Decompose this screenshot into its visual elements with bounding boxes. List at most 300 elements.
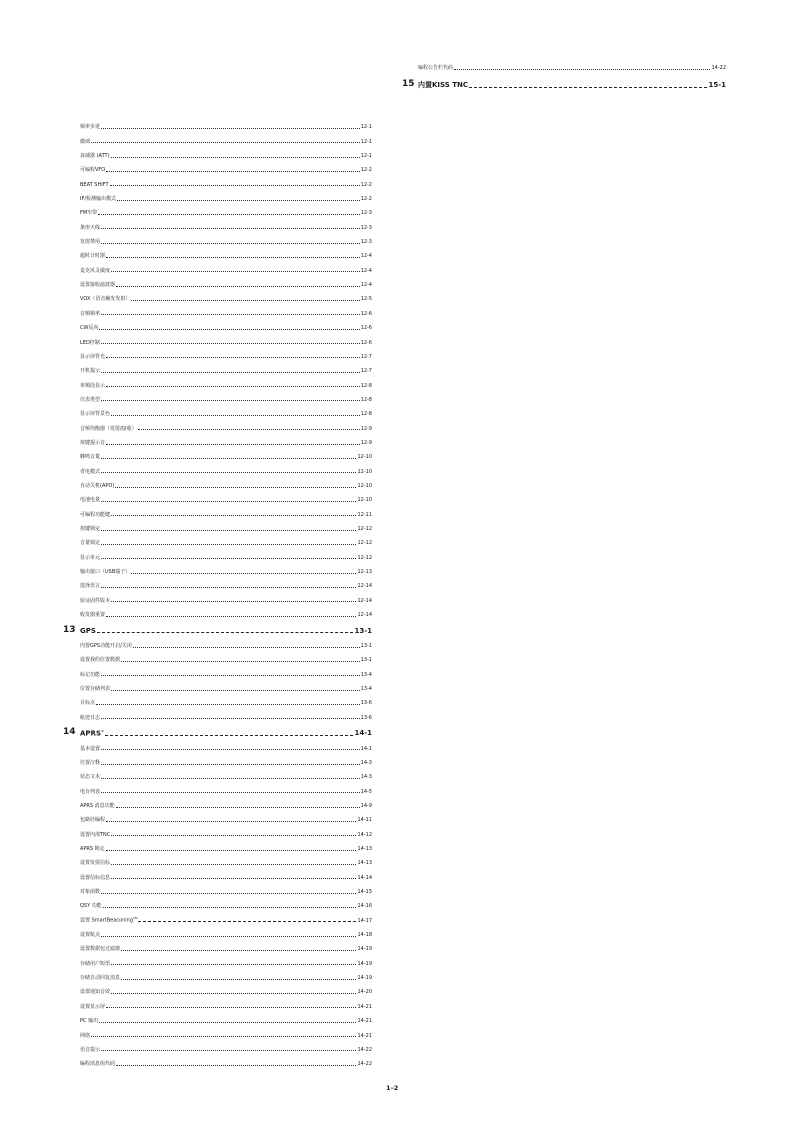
toc-entry-row[interactable] <box>80 895 372 909</box>
toc-entry-label-text: 收发器重置 <box>80 612 106 619</box>
toc-entry-row[interactable] <box>80 360 372 374</box>
toc-entry-label-text: 条形天线 <box>80 224 101 231</box>
toc-entry-row[interactable] <box>80 575 372 589</box>
toc-entry-row[interactable] <box>80 967 372 981</box>
toc-entry-row[interactable] <box>80 475 372 489</box>
toc-entry-row[interactable] <box>80 838 372 852</box>
toc-entry-label-text: 电池电量 <box>80 497 101 504</box>
toc-entry-label-text: 设置接收滤波器 <box>80 282 116 289</box>
toc-entry-label <box>80 747 100 752</box>
toc-entry-row[interactable] <box>80 231 372 245</box>
toc-entry-row[interactable] <box>80 302 372 316</box>
toc-entry-row[interactable] <box>80 561 372 575</box>
leader-dots <box>116 1065 356 1066</box>
toc-entry-label-text: QSY 功能 <box>80 903 102 910</box>
chapter-number: 13 <box>63 624 76 635</box>
toc-entry-row[interactable] <box>80 737 372 751</box>
toc-page-number: 12-4 <box>360 267 372 274</box>
toc-entry-label <box>80 847 105 852</box>
leader-dots <box>111 835 356 836</box>
toc-page-number: 12-8 <box>360 411 372 418</box>
toc-page-number: 12-2 <box>360 181 372 188</box>
toc-entry-row[interactable] <box>80 795 372 809</box>
toc-entry-label <box>80 933 100 938</box>
toc-entry-label-text: 编程公告栏代码 <box>418 65 454 72</box>
leader-dots <box>106 386 360 387</box>
leader-dots <box>106 821 356 822</box>
toc-entry-label <box>80 125 100 130</box>
toc-page-number: 12-1 <box>360 124 372 131</box>
toc-page-number: 14-18 <box>357 932 372 939</box>
toc-entry-label-text: 微调 <box>80 138 91 145</box>
toc-entry-row[interactable] <box>80 1010 372 1024</box>
toc-entry-label-text: 编程消息组代码 <box>80 1061 116 1068</box>
toc-entry-row[interactable] <box>80 766 372 780</box>
toc-entry-row[interactable] <box>80 752 372 766</box>
toc-left-column <box>63 116 372 1068</box>
toc-entry-label <box>80 269 110 274</box>
toc-entry-label-text: 输出接口（USB端子） <box>80 569 131 575</box>
toc-entry-label <box>80 556 100 561</box>
toc-page-number: 12-14 <box>357 612 372 619</box>
leader-dots <box>106 616 356 617</box>
toc-page-number: 14-22 <box>357 1046 372 1053</box>
toc-entry-row[interactable] <box>80 663 372 677</box>
toc-entry-label <box>80 369 100 374</box>
toc-page-number: 12-1 <box>360 153 372 160</box>
leader-dots <box>101 936 356 937</box>
leader-dots <box>111 864 356 865</box>
toc-page-number: 12-3 <box>360 210 372 217</box>
toc-entry-row[interactable] <box>80 1024 372 1038</box>
leader-dots <box>111 271 360 272</box>
toc-page-number: 12-3 <box>360 224 372 231</box>
toc-page-number: 13-1 <box>354 626 372 635</box>
toc-page-number: 14-19 <box>357 975 372 982</box>
toc-entry-label <box>80 355 105 360</box>
leader-dots <box>111 415 360 416</box>
toc-page-number: 12-9 <box>360 439 372 446</box>
toc-entry-label-text: 自动关机(APO) <box>80 482 115 489</box>
leader-dots <box>103 907 357 908</box>
toc-page-number: 12-6 <box>360 310 372 317</box>
toc-entry-row[interactable] <box>80 116 372 130</box>
toc-entry-label-text: 衰减器 (ATT) <box>80 153 110 160</box>
toc-entry-row[interactable] <box>80 909 372 923</box>
toc-page-number: 14-21 <box>357 1032 372 1039</box>
toc-page-number: 14-22 <box>357 1061 372 1068</box>
toc-entry-row[interactable] <box>80 173 372 187</box>
leader-dots <box>101 243 360 244</box>
toc-entry-row[interactable] <box>80 389 372 403</box>
leader-dots <box>106 850 357 851</box>
trademark-mark: TM <box>133 916 138 921</box>
toc-entry-label <box>80 197 116 202</box>
leader-dots <box>101 587 356 588</box>
chapter-number: 15 <box>402 79 415 90</box>
toc-entry-label <box>80 658 120 663</box>
toc-page-number: 12-9 <box>360 425 372 432</box>
toc-chapter-row[interactable] <box>63 721 372 738</box>
toc-entry-label-text: 显示屏背光 <box>80 353 106 360</box>
toc-entry-label <box>80 613 105 618</box>
leader-dots <box>101 764 360 765</box>
toc-entry-label <box>80 790 100 795</box>
toc-entry-label <box>80 455 100 460</box>
toc-entry-label-text: 可编程VFO <box>80 167 106 174</box>
leader-dots <box>111 690 360 691</box>
toc-page-number: 14-1 <box>354 729 372 738</box>
toc-entry-label <box>80 168 105 173</box>
toc-page-number: 12-10 <box>357 468 372 475</box>
toc-page-number: 12-12 <box>357 540 372 547</box>
toc-entry-row[interactable] <box>80 604 372 618</box>
toc-entry-label-text: 语音提示 <box>80 1046 101 1053</box>
leader-dots <box>101 472 356 473</box>
toc-entry-label-text: 对象函数 <box>80 889 101 896</box>
toc-entry-row[interactable] <box>80 331 372 345</box>
toc-page-number: 12-10 <box>357 482 372 489</box>
toc-entry-label <box>80 673 100 678</box>
toc-page-number: 14-17 <box>357 917 372 924</box>
toc-page-number: 14-9 <box>360 803 372 809</box>
toc-entry-row[interactable] <box>80 503 372 517</box>
toc-entry-row[interactable] <box>80 188 372 202</box>
toc-page-number: 14-12 <box>357 831 372 838</box>
leader-dots <box>106 257 360 258</box>
toc-entry-row[interactable] <box>80 881 372 895</box>
toc-entry-label-text: 选择语言 <box>80 583 101 590</box>
leader-dots <box>106 357 360 358</box>
leader-dots <box>111 964 356 965</box>
toc-entry-label-text: 蜂鸣音量 <box>80 454 101 461</box>
toc-page-number: 14-21 <box>357 1003 372 1010</box>
toc-entry-row[interactable] <box>80 460 372 474</box>
toc-entry-label-text: 状态文本 <box>80 774 101 781</box>
toc-entry-row[interactable] <box>80 403 372 417</box>
toc-page-number: 12-6 <box>360 339 372 346</box>
toc-entry-label <box>80 861 110 866</box>
toc-entry-label <box>80 541 100 546</box>
toc-entry-label-text: 网络 <box>80 1032 91 1039</box>
trademark-mark: ® <box>100 728 104 733</box>
toc-page-number: 12-4 <box>360 282 372 289</box>
toc-page-number: 14-20 <box>357 989 372 996</box>
toc-page-number: 12-2 <box>360 196 372 203</box>
toc-entry-label-text: 验证固件版本 <box>80 597 111 604</box>
toc-entry-label <box>80 398 100 403</box>
toc-entry-label <box>80 427 137 432</box>
leader-dots <box>121 950 356 951</box>
toc-entry-row[interactable] <box>80 866 372 880</box>
toc-entry-row[interactable] <box>80 374 372 388</box>
toc-entry-row[interactable] <box>80 995 372 1009</box>
toc-page-number: 12-12 <box>357 525 372 532</box>
toc-entry-row[interactable] <box>80 159 372 173</box>
toc-page-number: 14-19 <box>357 946 372 953</box>
toc-page-number: 13-4 <box>360 686 372 692</box>
leader-dots <box>101 400 360 401</box>
toc-entry-row[interactable] <box>80 1039 372 1053</box>
toc-entry-label-text: 设置内部TNC <box>80 831 111 838</box>
toc-entry-row[interactable] <box>418 57 726 71</box>
toc-page-number: 12-5 <box>360 296 372 303</box>
leader-dots <box>111 157 360 158</box>
leader-dots <box>101 792 360 793</box>
toc-entry-label-text: 设置信标信息 <box>80 874 111 881</box>
toc-entry-row[interactable] <box>80 981 372 995</box>
leader-dots <box>98 214 359 215</box>
toc-entry-row[interactable] <box>80 446 372 460</box>
leader-dots <box>105 735 353 736</box>
leader-dots <box>96 704 360 705</box>
toc-entry-row[interactable] <box>80 417 372 431</box>
toc-page-number: 12-10 <box>357 454 372 461</box>
toc-page-number: 12-14 <box>357 583 372 590</box>
leader-dots <box>454 69 710 70</box>
toc-entry-label-text: 音频频率 <box>80 310 101 317</box>
leader-dots <box>469 87 707 88</box>
toc-entry-row[interactable] <box>80 852 372 866</box>
leader-dots <box>99 1022 356 1023</box>
toc-page-number: 13-6 <box>360 700 372 707</box>
toc-entry-label <box>80 226 100 231</box>
toc-entry-label-text: 设置通知音效 <box>80 989 111 996</box>
toc-entry-label <box>418 82 468 89</box>
leader-dots <box>138 429 360 430</box>
toc-entry-label-text: 电台列表 <box>80 788 101 795</box>
toc-page-number: 13-6 <box>360 714 372 721</box>
toc-entry-label-text: LED控制 <box>80 339 100 346</box>
leader-dots <box>101 544 356 545</box>
toc-entry-label-text: BEAT SHIFT <box>80 181 109 188</box>
leader-dots <box>101 530 356 531</box>
toc-page-number: 12-12 <box>357 554 372 561</box>
leader-dots <box>131 573 356 574</box>
leader-dots <box>91 1036 356 1037</box>
toc-entry-label <box>80 890 100 895</box>
toc-entry-label-text: CW反向 <box>80 325 99 332</box>
toc-entry-row[interactable] <box>80 706 372 720</box>
toc-entry-label <box>80 761 100 766</box>
toc-entry-row[interactable] <box>80 635 372 649</box>
toc-entry-row[interactable] <box>80 130 372 144</box>
toc-entry-label <box>80 1005 105 1010</box>
toc-entry-label-text: VOX（语音触发发射） <box>80 296 131 303</box>
toc-entry-label-text: 标记功能 <box>80 671 101 678</box>
toc-entry-row[interactable] <box>80 938 372 952</box>
toc-entry-row[interactable] <box>80 145 372 159</box>
toc-entry-label <box>80 470 100 475</box>
toc-page-number: 12-6 <box>360 325 372 332</box>
toc-entry-label <box>80 599 110 604</box>
toc-entry-label <box>80 326 98 331</box>
leader-dots <box>97 632 354 633</box>
toc-entry-label <box>80 1062 115 1067</box>
leader-dots <box>106 1007 356 1008</box>
toc-entry-label <box>80 701 95 706</box>
leader-dots <box>101 749 360 750</box>
toc-right-column <box>402 57 726 90</box>
toc-page-number: 12-8 <box>360 396 372 403</box>
toc-entry-label <box>80 384 105 389</box>
leader-dots <box>101 228 360 229</box>
toc-entry-label <box>80 412 110 417</box>
toc-entry-label <box>80 775 100 780</box>
leader-dots <box>101 372 360 373</box>
toc-entry-row[interactable] <box>80 259 372 273</box>
toc-chapter-row[interactable] <box>63 618 372 635</box>
leader-dots <box>111 993 356 994</box>
toc-entry-label-text: PC 输出 <box>80 1018 99 1025</box>
leader-dots <box>101 314 360 315</box>
toc-entry-label <box>80 947 120 952</box>
toc-entry-row[interactable] <box>80 346 372 360</box>
toc-entry-label <box>80 716 100 721</box>
toc-entry-row[interactable] <box>80 952 372 966</box>
leader-dots <box>116 286 360 287</box>
toc-entry-label-text: APRS 消息功能 <box>80 803 115 809</box>
leader-dots <box>116 807 360 808</box>
toc-entry-row[interactable] <box>80 532 372 546</box>
toc-page-number: 12-7 <box>360 353 372 360</box>
toc-entry-row[interactable] <box>80 780 372 794</box>
toc-entry-row[interactable] <box>80 589 372 603</box>
toc-entry-label-text: 频率步进 <box>80 124 101 131</box>
toc-entry-row[interactable] <box>80 274 372 288</box>
toc-entry-label-text: 内置GPS功能开启/关闭 <box>80 642 132 649</box>
toc-entry-row[interactable] <box>80 518 372 532</box>
toc-entry-label <box>80 628 96 635</box>
toc-page-number: 12-4 <box>360 253 372 260</box>
toc-entry-label <box>80 570 130 575</box>
toc-page-number: 12-3 <box>360 239 372 246</box>
leader-dots <box>121 661 360 662</box>
toc-entry-label <box>80 976 120 981</box>
leader-dots <box>101 128 360 129</box>
toc-entry-label-text: 设置数据包过滤器 <box>80 946 121 953</box>
toc-entry-row[interactable] <box>80 432 372 446</box>
toc-entry-label <box>80 904 102 909</box>
toc-entry-label-text: 存储用户短语 <box>80 960 111 967</box>
toc-page-number: 14-11 <box>357 817 372 824</box>
toc-entry-label-text: 省电模式 <box>80 468 101 475</box>
toc-entry-row[interactable] <box>80 216 372 230</box>
toc-entry-label <box>80 1048 100 1053</box>
toc-entry-row[interactable] <box>80 823 372 837</box>
toc-page-number: 14-16 <box>357 903 372 910</box>
leader-dots <box>110 185 360 186</box>
toc-entry-label-text: FM窄带 <box>80 210 98 217</box>
toc-entry-label <box>80 833 110 838</box>
toc-entry-label <box>80 687 110 692</box>
toc-entry-label <box>80 990 110 995</box>
toc-page-number: 12-14 <box>357 597 372 604</box>
toc-page-number: 14-3 <box>360 774 372 781</box>
leader-dots <box>101 558 356 559</box>
toc-entry-label-text: IF/检测输出模式 <box>80 196 117 203</box>
toc-entry-label <box>80 1034 90 1039</box>
toc-page-number: 14-13 <box>357 860 372 867</box>
toc-entry-row[interactable] <box>80 546 372 560</box>
toc-entry-label-text: 内置KISS TNC <box>418 81 469 90</box>
toc-entry-label-text: 按键锁定 <box>80 525 101 532</box>
toc-entry-label-text: 设置航点 <box>80 932 101 939</box>
leader-dots <box>121 979 356 980</box>
toc-page-number: 14-21 <box>357 1018 372 1025</box>
toc-page-number: 15-1 <box>708 81 726 90</box>
toc-entry-row[interactable] <box>80 202 372 216</box>
leader-dots <box>101 1050 356 1051</box>
leader-dots <box>115 487 356 488</box>
toc-entry-label <box>80 730 104 737</box>
page-number: 1–2 <box>386 1084 399 1092</box>
toc-page-number: 14-3 <box>360 759 372 766</box>
toc-entry-label-text: 音量锁定 <box>80 540 101 547</box>
toc-entry-row[interactable] <box>80 924 372 938</box>
toc-entry-label <box>80 297 130 302</box>
leader-dots <box>101 778 360 779</box>
toc-entry-row[interactable] <box>80 649 372 663</box>
toc-entry-label <box>80 1019 98 1024</box>
toc-entry-label <box>80 211 97 216</box>
toc-entry-label-text: GPS <box>80 626 96 635</box>
chapter-number: 14 <box>63 727 76 738</box>
toc-entry-row[interactable] <box>80 1053 372 1067</box>
toc-entry-label <box>80 484 114 489</box>
leader-dots <box>133 647 360 648</box>
toc-entry-row[interactable] <box>80 288 372 302</box>
toc-entry-label-text: 按键提示音 <box>80 439 106 446</box>
toc-entry-label <box>80 240 100 245</box>
toc-entry-label-text: APRS <box>80 729 101 738</box>
toc-entry-label <box>80 876 110 881</box>
toc-entry-row[interactable] <box>80 489 372 503</box>
leader-dots <box>101 893 356 894</box>
toc-page-number: 12-1 <box>360 138 372 145</box>
toc-entry-row[interactable] <box>80 317 372 331</box>
leader-dots <box>91 142 360 143</box>
toc-entry-row[interactable] <box>80 678 372 692</box>
leader-dots <box>106 444 360 445</box>
toc-entry-row[interactable] <box>80 692 372 706</box>
leader-dots <box>117 200 360 201</box>
toc-page-number: 14-5 <box>360 788 372 795</box>
leader-dots <box>101 718 360 719</box>
leader-dots <box>101 458 356 459</box>
toc-entry-label-text: 航迹日志 <box>80 714 101 721</box>
leader-dots <box>106 171 359 172</box>
toc-page-number: 12-10 <box>357 497 372 504</box>
toc-entry-label-text: 位置存储列表 <box>80 686 111 692</box>
toc-entry-label-text: 位置注释 <box>80 759 101 766</box>
toc-page-number: 13-1 <box>360 657 372 664</box>
toc-entry-label-text: 可编程功能键 <box>80 511 111 518</box>
leader-dots <box>111 601 356 602</box>
toc-entry-label <box>80 917 137 924</box>
toc-entry-label <box>80 154 110 159</box>
toc-entry-label-text: 基本设置 <box>80 745 101 752</box>
leader-dots <box>99 329 359 330</box>
toc-entry-label-text: 超时计时器 <box>80 253 106 260</box>
toc-entry-label-text: 设置 SmartBeaconing <box>80 917 133 924</box>
toc-entry-row[interactable] <box>80 245 372 259</box>
toc-page-number: 12-7 <box>360 368 372 375</box>
toc-entry-label <box>80 584 100 589</box>
toc-entry-row[interactable] <box>80 809 372 823</box>
toc-entry-label <box>80 183 109 188</box>
toc-chapter-row[interactable] <box>402 71 726 90</box>
